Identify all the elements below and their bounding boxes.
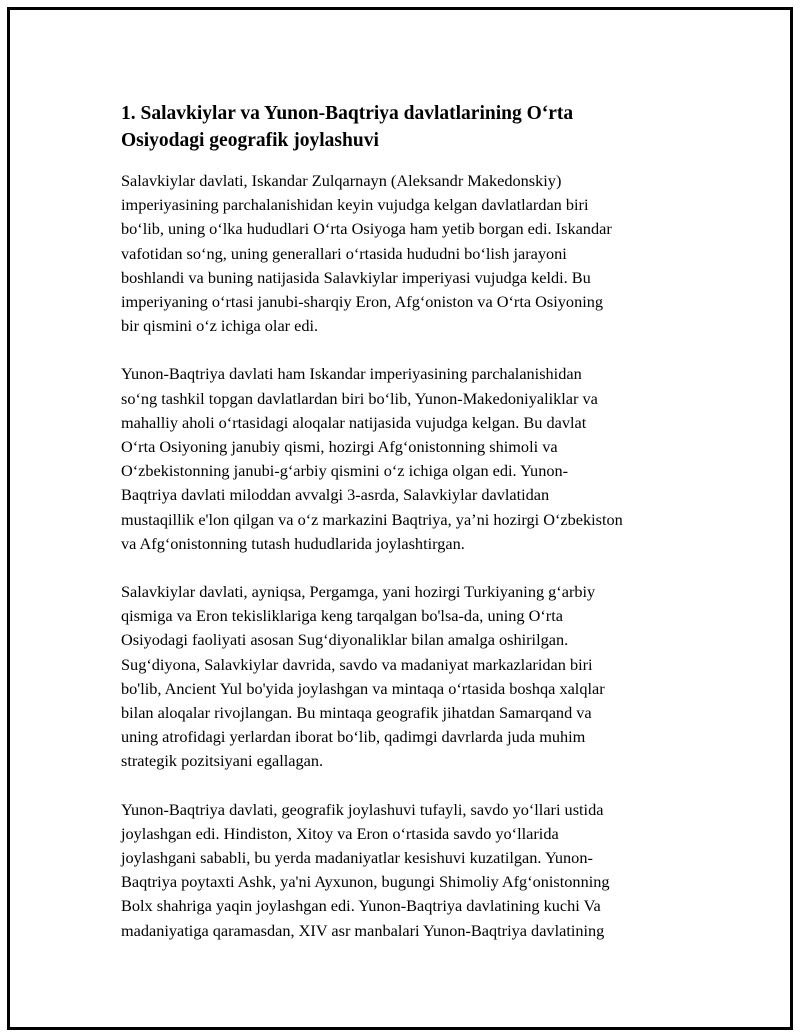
document-body xyxy=(121,100,701,967)
paragraph-4: Yunon-Baqtriya davlati, geografik joylashuvi tufayli, savdo yo‘llari ustida joylashgan edi. Hindiston, Xitoy va Eron o‘rtasida savdo yo‘llarida joylashgani sababli, bu yerda madaniyatlar kesishuvi kuzatilgan. Yunon- Baqtriya poytaxti Ashk, ya'ni Ayxunon, bugungi Shimoliy Afg‘onistonning Bolx shahriga yaqin joylashgan edi. Yunon-Baqtriya davlatining kuchi Va madaniyatiga qaramasdan, XIV asr manbalari Yunon-Baqtriya davlatining xyxy=(121,799,610,940)
paragraph-3: Salavkiylar davlati, ayniqsa, Pergamga, yani hozirgi Turkiyaning g‘arbiy qismiga va Eron tekisliklariga keng tarqalgan bo'lsa-da, uning O‘rta Osiyodagi faoliyati asosan Sug‘diyonaliklar bilan amalga oshirilgan. Sug‘diyona, Salavkiylar davrida, savdo va madaniyat markazlaridan biri bo'lib, Ancient Yul bo'yida joylashgan va mintaqa o‘rtasida boshqa xalqlar bilan aloqalar rivojlangan. Bu mintaqa geografik jihatdan Samarqand va uning atrofidagi yerlardan iborat bo‘lib, qadimgi davrlarda juda muhim strategik pozitsiyani egallagan. xyxy=(121,582,605,771)
paragraph-2: Yunon-Baqtriya davlati ham Iskandar imperiyasining parchalanishidan so‘ng tashkil topgan davlatlardan biri bo‘lib, Yunon-Makedoniyaliklar va mahalliy aholi o‘rtasidagi aloqalar natijasida vujudga kelgan. Bu davlat O‘rta Osiyoning janubiy qismi, hozirgi Afg‘onistonning shimoli va O‘zbekistonning janubi-g‘arbiy qismini o‘z ichiga olgan edi. Yunon- Baqtriya davlati miloddan avvalgi 3-asrda, Salavkiylar davlatidan mustaqillik e'lon qilgan va o‘z markazini Baqtriya, ya’ni hozirgi O‘zbekiston va Afg‘onistonning tutash hududlarida joylashtirgan. xyxy=(121,364,623,553)
section-heading: 1. Salavkiylar va Yunon-Baqtriya davlatlarining O‘rta Osiyodagi geografik joylashuvi xyxy=(121,103,574,151)
page-frame xyxy=(7,7,793,1030)
paragraph-1: Salavkiylar davlati, Iskandar Zulqarnayn (Aleksandr Makedonskiy) imperiyasining parchalanishidan keyin vujudga kelgan davlatlardan biri bo‘lib, uning o‘lka hududlari O‘rta Osiyoga ham yetib borgan edi. Iskandar vafotidan so‘ng, uning generallari o‘rtasida hududni bo‘lish jarayoni boshlandi va buning natijasida Salavkiylar imperiyasi vujudga keldi. Bu imperiyaning o‘rtasi janubi-sharqiy Eron, Afg‘oniston va O‘rta Osiyoning bir qismini o‘z ichiga olar edi. xyxy=(121,171,612,336)
